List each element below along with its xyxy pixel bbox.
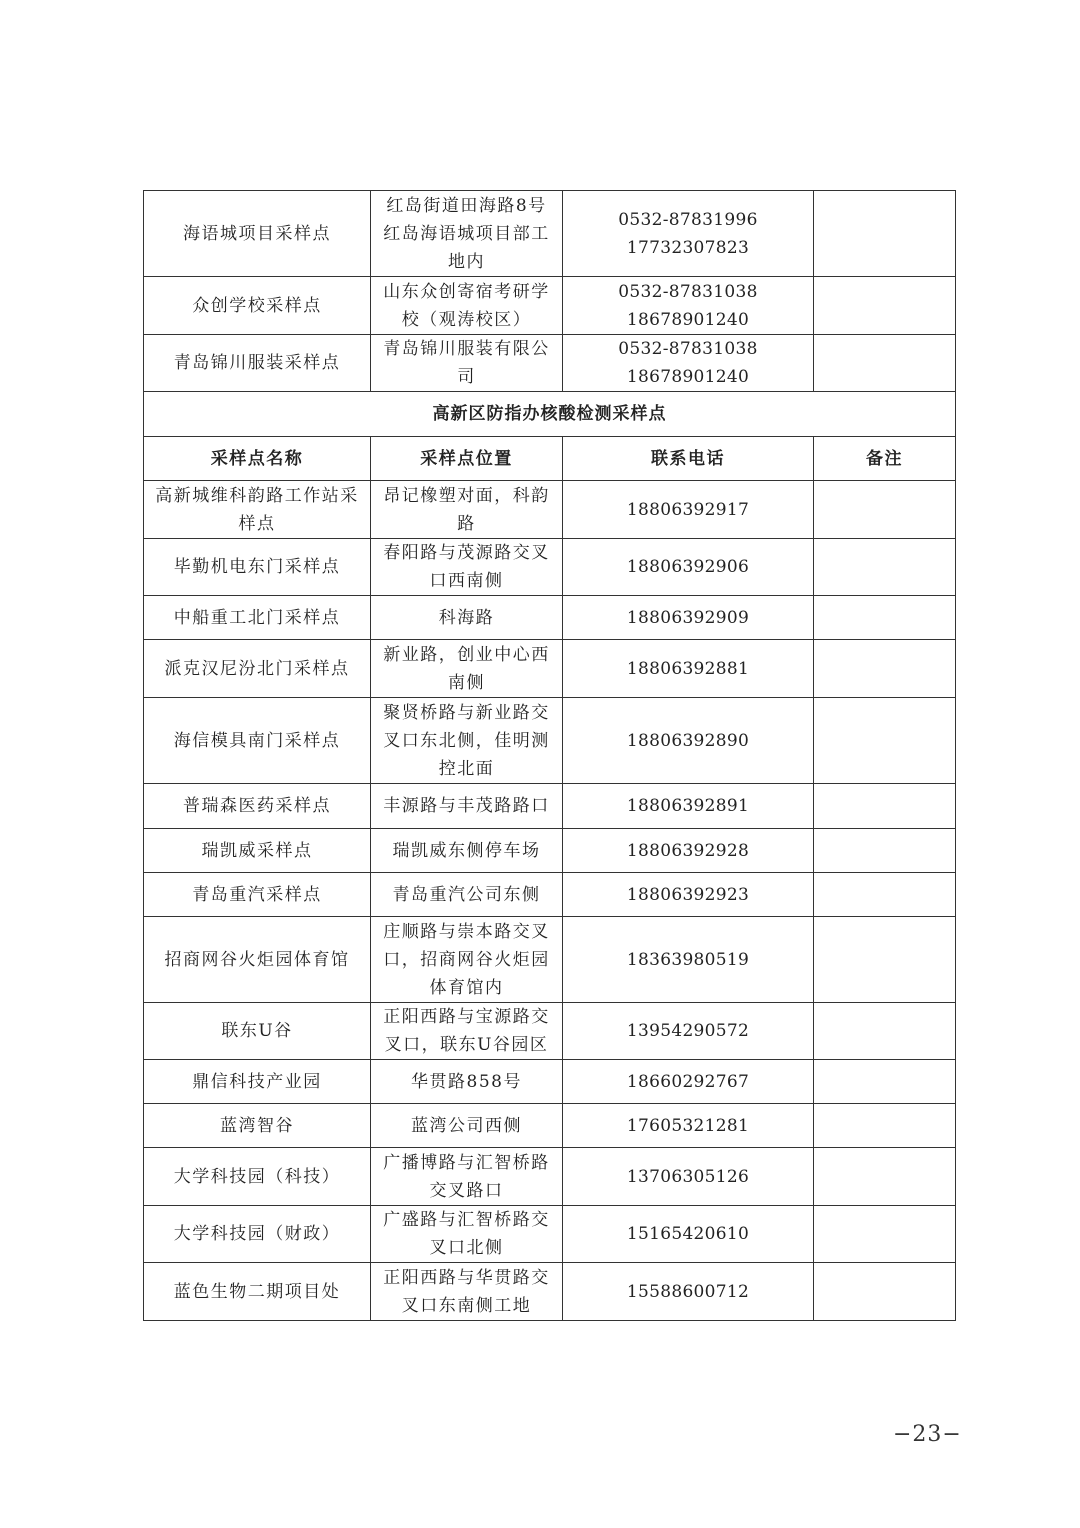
cell-phone: 18806392923 (563, 873, 814, 917)
table-row (144, 481, 956, 539)
cell-name (144, 1003, 371, 1060)
location-line: 庄顺路与崇本路交叉 (383, 921, 550, 942)
column-header-name: 采样点名称 (144, 437, 371, 481)
name-line: 大学科技园（科技） (173, 1166, 341, 1187)
cell-note (814, 1060, 956, 1104)
location-line: 正阳西路与华贯路交 (383, 1267, 550, 1288)
location-line: 广盛路与汇智桥路交 (383, 1210, 550, 1230)
cell-note (814, 873, 956, 917)
location-line: 红岛街道田海路8号 (386, 195, 547, 216)
cell-phone: 18806392928 (563, 829, 814, 873)
location-line: 广播博路与汇智桥路 (383, 1152, 550, 1173)
cell-location (371, 539, 563, 596)
cell-phone: 18806392881 (563, 640, 814, 698)
name-line: 蓝色生物二期项目处 (173, 1281, 341, 1302)
cell-phone: 13706305126 (563, 1148, 814, 1206)
cell-note (814, 1003, 956, 1060)
table-row (144, 1206, 956, 1263)
location-line: 华贯路858号 (411, 1071, 522, 1092)
cell-phone: 17605321281 (563, 1104, 814, 1148)
cell-location (371, 1206, 563, 1263)
cell-location (371, 917, 563, 1003)
table-row (144, 1104, 956, 1148)
name-line: 中船重工北门采样点 (173, 607, 341, 628)
cell-note (814, 1206, 956, 1263)
cell-note (814, 784, 956, 829)
cell-note (814, 1148, 956, 1206)
location-line: 路 (457, 513, 476, 534)
name-line: 海信模具南门采样点 (173, 730, 341, 751)
location-line: 南侧 (448, 672, 485, 693)
table-row (144, 784, 956, 829)
cell-note (814, 481, 956, 539)
table-row (144, 698, 956, 784)
table-row (144, 1263, 956, 1321)
location-line: 春阳路与茂源路交叉 (383, 543, 550, 563)
table-row (144, 1003, 956, 1060)
cell-name (144, 596, 371, 640)
name-line: 联东U谷 (221, 1021, 293, 1041)
cell-location (371, 873, 563, 917)
location-line: 叉口东北侧，佳明测 (383, 730, 550, 751)
cell-name (144, 917, 371, 1003)
phone-line: 0532-87831038 (618, 339, 758, 359)
location-line: 叉口北侧 (429, 1238, 504, 1258)
cell-location (371, 191, 563, 277)
phone-line: 18678901240 (626, 367, 750, 387)
page-number: −23− (893, 1422, 962, 1447)
table-row (144, 539, 956, 596)
location-line: 口，招商网谷火炬园 (383, 949, 550, 970)
column-header-row (144, 437, 956, 481)
cell-location (371, 335, 563, 392)
cell-note (814, 335, 956, 392)
cell-name (144, 1060, 371, 1104)
cell-note (814, 191, 956, 277)
column-header-phone: 联系电话 (563, 437, 814, 481)
location-line: 青岛锦川服装有限公 (383, 339, 550, 359)
cell-location (371, 277, 563, 335)
location-line: 丰源路与丰茂路路口 (383, 796, 550, 816)
name-line: 普瑞森医药采样点 (183, 796, 331, 816)
location-line: 山东众创寄宿考研学 (383, 281, 550, 302)
name-line: 招商网谷火炬园体育馆 (164, 949, 350, 970)
section-title: 高新区防指办核酸检测采样点 (144, 392, 956, 437)
table-row (144, 1148, 956, 1206)
phone-line: 18678901240 (626, 309, 750, 330)
location-line: 青岛重汽公司东侧 (392, 884, 541, 905)
table-row (144, 191, 956, 277)
cell-name (144, 1148, 371, 1206)
location-line: 新业路，创业中心西 (383, 644, 550, 665)
cell-phone: 18806392917 (563, 481, 814, 539)
cell-note (814, 596, 956, 640)
cell-note (814, 640, 956, 698)
location-line: 蓝湾公司西侧 (411, 1115, 522, 1136)
section-title-row (144, 392, 956, 437)
cell-phone: 18806392891 (563, 784, 814, 829)
location-line: 科海路 (438, 607, 495, 628)
location-line: 瑞凯威东侧停车场 (392, 840, 541, 861)
column-header-note: 备注 (814, 437, 956, 481)
cell-note (814, 698, 956, 784)
cell-name: 众创学校采样点 (144, 277, 371, 335)
location-line: 红岛海语城项目部工 (383, 223, 550, 244)
name-line: 鼎信科技产业园 (192, 1071, 322, 1092)
cell-phone: 18806392890 (563, 698, 814, 784)
cell-phone (563, 277, 814, 335)
cell-name (144, 1206, 371, 1263)
cell-phone: 13954290572 (563, 1003, 814, 1060)
cell-location (371, 1003, 563, 1060)
name-line: 青岛重汽采样点 (192, 884, 322, 905)
phone-line: 0532-87831038 (618, 281, 758, 302)
location-line: 聚贤桥路与新业路交 (383, 702, 550, 723)
cell-location (371, 1060, 563, 1104)
table-row (144, 596, 956, 640)
sampling-points-table (143, 190, 956, 1321)
cell-phone: 18660292767 (563, 1060, 814, 1104)
cell-phone: 15165420610 (563, 1206, 814, 1263)
phone-line: 0532-87831996 (618, 209, 758, 230)
cell-name (144, 873, 371, 917)
cell-phone: 18806392909 (563, 596, 814, 640)
cell-location (371, 829, 563, 873)
table-row (144, 1060, 956, 1104)
cell-note (814, 539, 956, 596)
location-line: 司 (457, 367, 476, 387)
cell-location (371, 1263, 563, 1321)
name-line: 毕勤机电东门采样点 (173, 557, 341, 577)
location-line: 校（观涛校区） (401, 309, 532, 330)
cell-name (144, 1263, 371, 1321)
cell-phone: 15588600712 (563, 1263, 814, 1321)
location-line: 地内 (448, 251, 485, 272)
cell-phone (563, 335, 814, 392)
table-row (144, 335, 956, 392)
name-line: 样点 (238, 513, 276, 534)
cell-location (371, 640, 563, 698)
name-line: 高新城维科韵路工作站采 (155, 485, 359, 506)
cell-note (814, 1104, 956, 1148)
cell-name (144, 481, 371, 539)
cell-location (371, 784, 563, 829)
location-line: 叉口东南侧工地 (401, 1295, 532, 1316)
location-line: 体育馆内 (429, 977, 504, 998)
cell-note (814, 1263, 956, 1321)
table-row (144, 917, 956, 1003)
location-line: 正阳西路与宝源路交 (383, 1007, 550, 1027)
location-line: 交叉路口 (429, 1180, 504, 1201)
cell-phone: 18363980519 (563, 917, 814, 1003)
cell-location (371, 481, 563, 539)
name-line: 蓝湾智谷 (220, 1115, 294, 1136)
cell-name (144, 539, 371, 596)
cell-note (814, 917, 956, 1003)
location-line: 昂记橡塑对面，科韵 (383, 485, 550, 506)
cell-name (144, 829, 371, 873)
cell-name (144, 698, 371, 784)
cell-name: 青岛锦川服装采样点 (144, 335, 371, 392)
name-line: 派克汉尼汾北门采样点 (164, 658, 350, 679)
cell-location (371, 596, 563, 640)
phone-line: 17732307823 (626, 237, 750, 258)
cell-note (814, 829, 956, 873)
cell-location (371, 1104, 563, 1148)
location-line: 控北面 (438, 758, 495, 779)
cell-phone: 18806392906 (563, 539, 814, 596)
table-body (144, 191, 956, 1321)
name-line: 大学科技园（财政） (173, 1224, 341, 1244)
table-row (144, 277, 956, 335)
cell-name: 海语城项目采样点 (144, 191, 371, 277)
cell-location (371, 698, 563, 784)
cell-name (144, 784, 371, 829)
table-row (144, 873, 956, 917)
cell-name (144, 1104, 371, 1148)
cell-location (371, 1148, 563, 1206)
location-line: 叉口，联东U谷园区 (384, 1035, 549, 1055)
cell-note (814, 277, 956, 335)
cell-phone (563, 191, 814, 277)
table-row (144, 829, 956, 873)
table-row (144, 640, 956, 698)
cell-name (144, 640, 371, 698)
name-line: 瑞凯威采样点 (201, 840, 313, 861)
location-line: 口西南侧 (429, 571, 504, 591)
column-header-location: 采样点位置 (371, 437, 563, 481)
